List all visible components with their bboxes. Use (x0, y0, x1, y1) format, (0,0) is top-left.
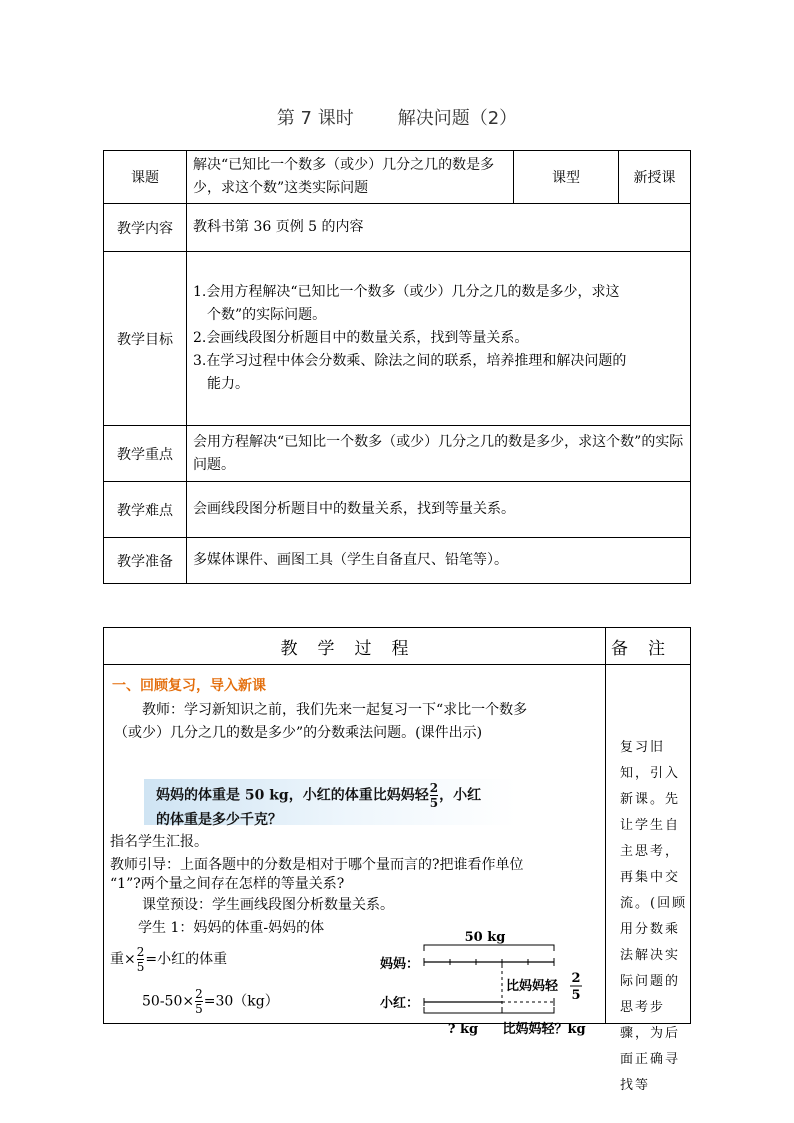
goal-2-line1: 2.会画线段图分析题目中的数量关系，找到等量关系。 (193, 330, 529, 346)
unknown-label: ? kg (447, 1022, 479, 1037)
eq2-den: 5 (195, 1002, 203, 1016)
difficulty-text: 会画线段图分析题目中的数量关系，找到等量关系。 (187, 482, 691, 538)
problem-line1b: ，小红 (439, 787, 482, 804)
notes-header-text: 备注 (611, 638, 685, 659)
key-label: 教学重点 (104, 426, 187, 482)
report-line: 指名学生汇报。 (110, 834, 208, 850)
fraction-numerator: 2 (429, 781, 439, 795)
content-text: 教科书第 36 页例 5 的内容 (187, 204, 691, 252)
process-header-text: 教学过程 (280, 638, 429, 659)
para1-line2: （或少）几分之几的数是多少”的分数乘法问题。(课件出示) (114, 725, 483, 741)
prep-label: 教学准备 (104, 538, 187, 584)
equation-2 (142, 987, 279, 1016)
diagram-frac-num: 2 (571, 971, 581, 986)
eq2-suffix: =30（kg） (203, 993, 279, 1010)
process-header (104, 628, 606, 665)
content-label: 教学内容 (104, 204, 187, 252)
unknown-brace (424, 1007, 502, 1013)
hong-label: 小红： (380, 996, 420, 1011)
eq1-num: 2 (136, 945, 145, 959)
eq1-suffix: =小红的体重 (145, 951, 228, 968)
goals-label: 教学目标 (104, 252, 187, 426)
preset-line: 课堂预设：学生画线段图分析数量关系。 (142, 897, 394, 913)
page-title (0, 104, 794, 130)
difficulty-label: 教学难点 (104, 482, 187, 538)
topic-label: 课题 (104, 151, 187, 204)
problem-line1a: 妈妈的体重是 50 kg，小红的体重比妈妈轻 (156, 787, 429, 804)
teaching-process-table (103, 627, 691, 1093)
eq1-fraction (137, 945, 145, 974)
lighter-label: 比妈妈轻 (506, 979, 559, 994)
guide-line2: “1”?两个量之间存在怎样的等量关系? (110, 876, 345, 892)
topic-text: 解决“已知比一个数多（或少）几分之几的数是多少，求这个数”这类实际问题 (187, 151, 514, 204)
process-body (104, 665, 606, 1037)
segment-diagram (364, 927, 604, 1047)
prep-text: 多媒体课件、画图工具（学生自备直尺、铅笔等）。 (187, 538, 691, 584)
problem-fraction (430, 781, 438, 810)
lesson-number: 第 7 课时 (276, 108, 354, 129)
goal-1-line2: 个数”的实际问题。 (207, 307, 327, 323)
notes-header (606, 628, 691, 665)
mom-label: 妈妈： (380, 957, 420, 972)
type-value: 新授课 (619, 151, 691, 204)
goal-item (193, 281, 684, 396)
notes-cell (606, 665, 691, 1093)
key-text: 会用方程解决“已知比一个数多（或少）几分之几的数是多少，求这个数”的实际问题。 (187, 426, 691, 482)
goals-list (187, 252, 691, 426)
lighter-unknown-label: 比妈妈轻？kg (502, 1022, 586, 1037)
notes-text: 复习旧知，引入新课。先让学生自主思考，再集中交流。(回顾用分数乘法解决实际问题的思考步骤，为后面正确寻找等 (620, 740, 688, 1093)
diagram-frac-den: 5 (571, 988, 581, 1003)
lesson-info-table (103, 150, 691, 584)
total-weight-label: 50 kg (464, 930, 506, 945)
eq2-prefix: 50-50× (142, 993, 195, 1010)
goal-1-line1: 1.会用方程解决“已知比一个数多（或少）几分之几的数是多少，求这 (193, 284, 620, 300)
equation-1 (110, 945, 227, 974)
goal-3-line2: 能力。 (207, 376, 249, 392)
problem-line2: 的体重是多少千克？ (156, 812, 282, 828)
para1-line1: 教师：学习新知识之前，我们先来一起复习一下“求比一个数多 (142, 702, 528, 718)
type-label: 课型 (514, 151, 619, 204)
eq2-num: 2 (195, 987, 203, 1001)
eq1-den: 5 (136, 960, 145, 974)
lesson-topic: 解决问题（2） (397, 108, 518, 129)
section-title: 一、回顾复习，导入新课 (112, 678, 266, 694)
goal-3-line1: 3.在学习过程中体会分数乘、除法之间的联系，培养推理和解决问题的 (193, 353, 627, 369)
student1-line: 学生 1：妈妈的体重-妈妈的体 (138, 920, 325, 936)
problem-text (156, 781, 481, 831)
problem-banner (144, 779, 516, 828)
eq1-prefix: 重× (110, 951, 136, 968)
guide-line1: 教师引导：上面各题中的分数是相对于哪个量而言的?把谁看作单位 (110, 857, 524, 873)
lighter-brace (502, 1007, 554, 1013)
total-brace (424, 945, 554, 951)
eq2-fraction (195, 987, 203, 1016)
fraction-denominator: 5 (429, 796, 439, 810)
